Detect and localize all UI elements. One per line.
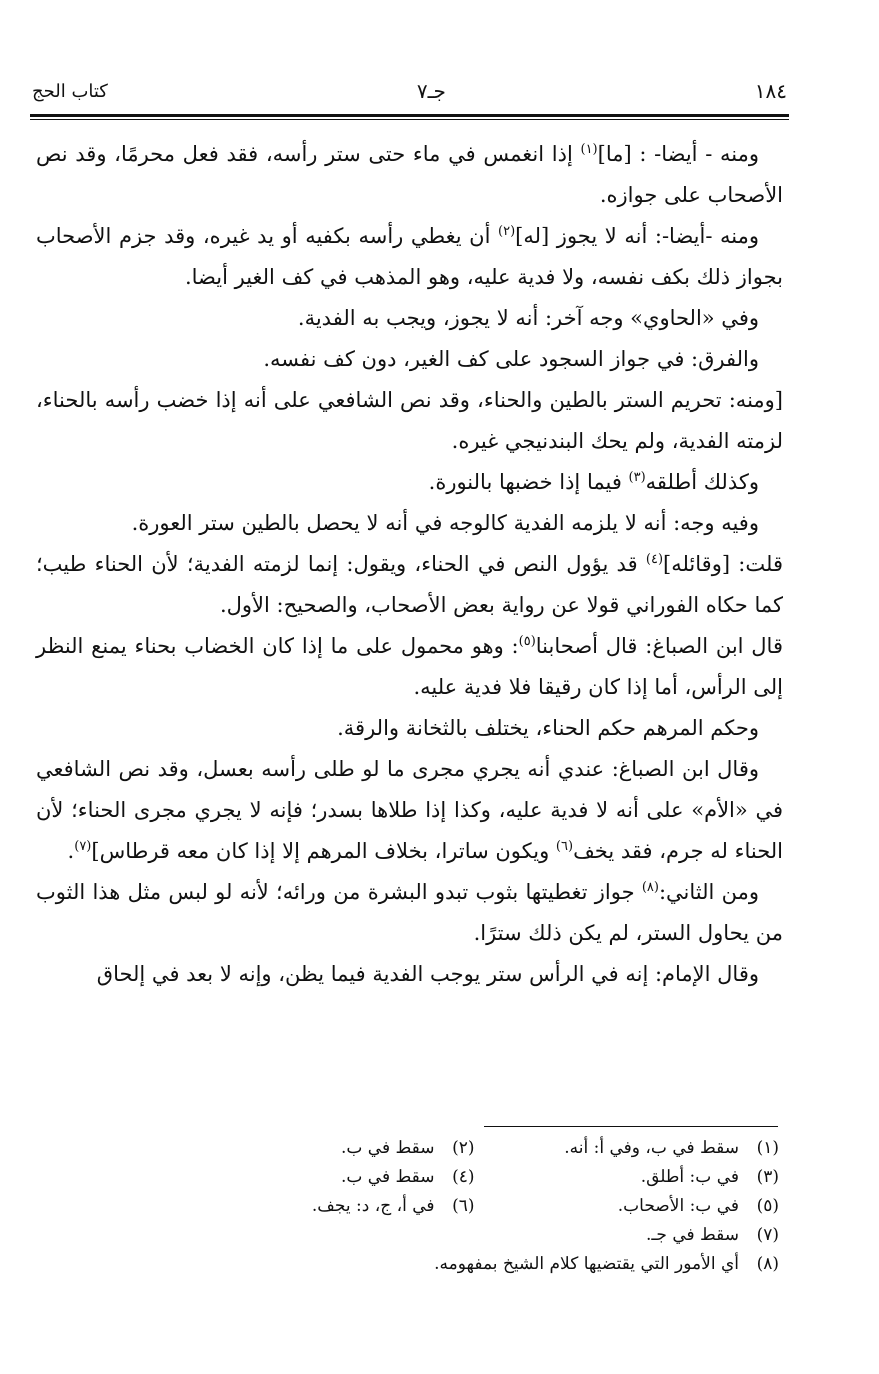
footnote: (٢)سقط في ب.: [341, 1138, 475, 1158]
footnote: (٤)سقط في ب.: [341, 1167, 475, 1187]
footnote-ref: (١): [580, 142, 598, 157]
paragraph: وقال الإمام: إنه في الرأس ستر يوجب الفدية فيما يظن، وإنه لا بعد في إلحاق: [96, 962, 759, 986]
page-number: ١٨٤: [754, 79, 787, 103]
footnote: (٥)في ب: الأصحاب.: [617, 1196, 779, 1216]
paragraph: وفيه وجه: أنه لا يلزمه الفدية كالوجه في أنه لا يحصل بالطين ستر العورة.: [131, 511, 759, 535]
footnote: (٣)في ب: أطلق.: [640, 1167, 779, 1187]
footnote-separator: [484, 1126, 778, 1127]
paragraph: قال ابن الصباغ: قال أصحابنا$^{(٥)}$: وهو محمول على ما إذا كان الخضاب بحناء يمنع النظر إلى الرأس، أما إذا كان رقيقا فلا فدية عليه.: [36, 634, 783, 699]
footnote-ref: (٣): [628, 470, 646, 485]
paragraph: [ومنه: تحريم الستر بالطين والحناء، وقد نص الشافعي على أنه إذا خضب رأسه بالحناء، لزمته الفدية، ولم يحك البندنيجي غيره.: [36, 388, 783, 453]
footnote-ref: (٢): [498, 224, 516, 239]
footnote-ref: (٧): [74, 839, 92, 854]
paragraph: ومنه -أيضا-: أنه لا يجوز [له]$^{(٢)}$ أن يغطي رأسه بكفيه أو يد غيره، وقد جزم الأصحاب بجواز ذلك بكف نفسه، ولا فدية عليه، وهو المذهب في كف الغير أيضا.: [36, 224, 783, 289]
main-text: [36, 134, 783, 995]
footnote-ref: (٤): [645, 552, 664, 567]
running-header: [32, 74, 787, 108]
footnote: (١)سقط في ب، وفي أ: أنه.: [564, 1138, 779, 1158]
paragraph: وكذلك أطلقه$^{(٣)}$ فيما إذا خضبها بالنورة.: [428, 470, 759, 494]
footnote: (٨)أي الأمور التي يقتضيها كلام الشيخ بمفهومه.: [434, 1254, 779, 1274]
paragraph: وحكم المرهم حكم الحناء، يختلف بالثخانة والرقة.: [337, 716, 759, 740]
paragraph: وقال ابن الصباغ: عندي أنه يجري مجرى ما لو طلى رأسه بعسل، وقد نص الشافعي في «الأم» على أنه لا فدية عليه، وكذا إذا طلاها بسدر؛ فإنه لا يجري مجرى الحناء؛ لأن الحناء له جرم، فقد يخف$^{(٦)}$ ويكون ساترا، بخلاف المرهم إلا إذا كان معه قرطاس]$^{(٧)}$.: [36, 757, 783, 863]
volume-label: جـ٧: [416, 79, 446, 103]
footnote-ref: (٨): [641, 880, 659, 895]
header-rule-thick: [30, 114, 789, 117]
footnote: (٦)في أ، ج، د: يجف.: [311, 1196, 475, 1216]
paragraph: ومن الثاني:$^{(٨)}$ جواز تغطيتها بثوب تبدو البشرة من ورائه؛ لأنه لو لبس مثل هذا الثوب من يحاول الستر، لم يكن ذلك سترًا.: [36, 880, 783, 945]
footnote: (٧)سقط في جـ.: [646, 1225, 779, 1245]
footnote-ref: (٥): [518, 634, 536, 649]
header-rule-thin: [30, 119, 789, 120]
paragraph: قلت: [وقائله]$^{(٤)}$ قد يؤول النص في الحناء، ويقول: إنما لزمته الفدية؛ لأن الحناء طيب؛ كما حكاه الفوراني قولا عن رواية بعض الأصحاب، والصحيح: الأول.: [36, 552, 783, 617]
footnote-ref: (٦): [555, 839, 574, 854]
footnotes: [170, 1134, 779, 1279]
book-title: كتاب الحج: [32, 80, 108, 102]
paragraph: وفي «الحاوي» وجه آخر: أنه لا يجوز، ويجب به الفدية.: [297, 306, 759, 330]
paragraph: والفرق: في جواز السجود على كف الغير، دون كف نفسه.: [263, 347, 759, 371]
paragraph: ومنه - أيضا- : [ما]$^{(١)}$ إذا انغمس في ماء حتى ستر رأسه، فقد فعل محرمًا، وقد نص الأصحاب على جوازه.: [36, 142, 783, 207]
